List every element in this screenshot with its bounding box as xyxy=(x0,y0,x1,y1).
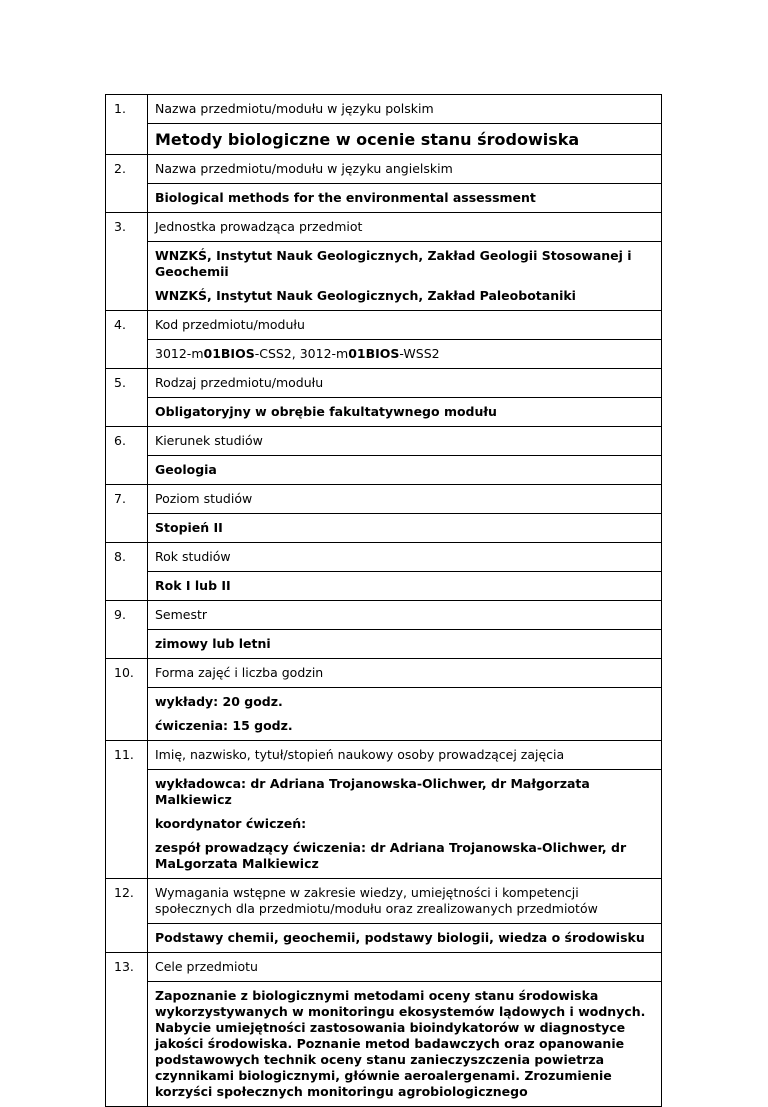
table-row xyxy=(106,368,661,426)
row-content xyxy=(148,95,661,154)
prerequisites: Podstawy chemii, geochemii, podstawy biologii, wiedza o środowisku xyxy=(155,930,645,945)
row-label: Jednostka prowadząca przedmiot xyxy=(148,213,661,242)
semester: zimowy lub letni xyxy=(155,636,271,651)
row-label: Imię, nazwisko, tytuł/stopień naukowy osoby prowadzącej zajęcia xyxy=(148,741,661,770)
row-number: 8. xyxy=(106,543,148,600)
course-code xyxy=(155,340,653,368)
row-content xyxy=(148,543,661,600)
row-label: Forma zajęć i liczba godzin xyxy=(148,659,661,688)
row-content xyxy=(148,427,661,484)
code-part-bold: 01BIOS xyxy=(203,346,255,361)
row-label: Semestr xyxy=(148,601,661,630)
code-part: -WSS2 xyxy=(399,346,440,361)
row-content xyxy=(148,311,661,368)
row-label: Nazwa przedmiotu/modułu w języku angielskim xyxy=(148,155,661,184)
row-content xyxy=(148,155,661,212)
course-objectives: Zapoznanie z biologicznymi metodami oceny stanu środowiska wykorzystywanych w monitoringu ekosystemów lądowych i wodnych. Nabycie umiejętności zastosowania bioindykatorów w diagnostyce jakości środowiska. Poznanie metod badawczych oraz opanowanie podstawowych technik oceny stanu zanieczyszczenia powietrza czynnikami biologicznymi, głównie aeroalergenami. Zrozumienie korzyści społecznych monitoringu agrobiologicznego xyxy=(155,988,646,1099)
study-level: Stopień II xyxy=(155,520,223,535)
row-label: Cele przedmiotu xyxy=(148,953,661,982)
row-number: 10. xyxy=(106,659,148,740)
row-number: 12. xyxy=(106,879,148,952)
unit-name: WNZKŚ, Instytut Nauk Geologicznych, Zakład Paleobotaniki xyxy=(155,288,576,303)
row-label: Poziom studiów xyxy=(148,485,661,514)
table-row xyxy=(106,600,661,658)
row-content xyxy=(148,369,661,426)
row-number: 7. xyxy=(106,485,148,542)
row-label: Rodzaj przedmiotu/modułu xyxy=(148,369,661,398)
table-row xyxy=(106,94,661,154)
row-content xyxy=(148,953,661,1106)
row-content xyxy=(148,485,661,542)
course-type: Obligatoryjny w obrębie fakultatywnego modułu xyxy=(155,404,497,419)
table-row xyxy=(106,484,661,542)
row-content xyxy=(148,879,661,952)
instructor-info: koordynator ćwiczeń: xyxy=(155,816,307,831)
row-number: 5. xyxy=(106,369,148,426)
instructor-info: zespół prowadzący ćwiczenia: dr Adriana Trojanowska-Olichwer, dr MaLgorzata Malkiewicz xyxy=(155,840,627,871)
course-name-pl: Metody biologiczne w ocenie stanu środowiska xyxy=(155,130,580,149)
class-hours: ćwiczenia: 15 godz. xyxy=(155,718,293,733)
row-label: Nazwa przedmiotu/modułu w języku polskim xyxy=(148,95,661,124)
code-part: 3012-m xyxy=(155,346,204,361)
table-row xyxy=(106,878,661,952)
course-description-table xyxy=(105,94,662,1107)
row-number: 13. xyxy=(106,953,148,1106)
table-row xyxy=(106,154,661,212)
code-part-bold: 01BIOS xyxy=(348,346,400,361)
row-number: 11. xyxy=(106,741,148,878)
study-year: Rok I lub II xyxy=(155,578,231,593)
row-number: 6. xyxy=(106,427,148,484)
table-row xyxy=(106,212,661,310)
row-label: Wymagania wstępne w zakresie wiedzy, umiejętności i kompetencji społecznych dla przedmiotu/modułu oraz zrealizowanych przedmiotów xyxy=(148,879,661,924)
row-label: Rok studiów xyxy=(148,543,661,572)
instructor-info: wykładowca: dr Adriana Trojanowska-Olichwer, dr Małgorzata Malkiewicz xyxy=(155,776,590,807)
row-number: 1. xyxy=(106,95,148,154)
row-number: 3. xyxy=(106,213,148,310)
class-hours: wykłady: 20 godz. xyxy=(155,694,283,709)
row-content xyxy=(148,659,661,740)
row-label: Kod przedmiotu/modułu xyxy=(148,311,661,340)
row-content xyxy=(148,213,661,310)
course-name-en: Biological methods for the environmental assessment xyxy=(155,190,536,205)
code-part: -CSS2, 3012-m xyxy=(254,346,349,361)
unit-name: WNZKŚ, Instytut Nauk Geologicznych, Zakład Geologii Stosowanej i Geochemii xyxy=(155,248,632,279)
row-content xyxy=(148,741,661,878)
table-row xyxy=(106,952,661,1106)
field-of-study: Geologia xyxy=(155,462,217,477)
row-content xyxy=(148,601,661,658)
row-number: 4. xyxy=(106,311,148,368)
table-row xyxy=(106,740,661,878)
table-row xyxy=(106,658,661,740)
row-label: Kierunek studiów xyxy=(148,427,661,456)
row-number: 9. xyxy=(106,601,148,658)
table-row xyxy=(106,542,661,600)
table-row xyxy=(106,426,661,484)
table-row xyxy=(106,310,661,368)
row-number: 2. xyxy=(106,155,148,212)
